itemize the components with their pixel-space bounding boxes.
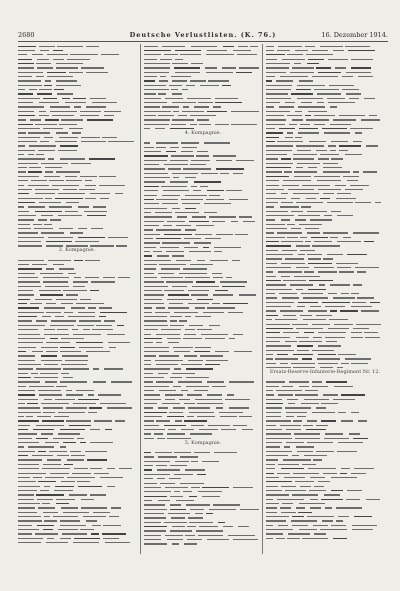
text-line — [144, 127, 262, 131]
publication-title: Deutsche Verlustlisten. (K. 76.) — [129, 31, 277, 39]
text-line — [144, 542, 262, 546]
header-rule — [18, 41, 388, 42]
text-line — [144, 436, 262, 440]
issue-date: 16. Dezember 1914. — [321, 31, 388, 39]
text-column-2 — [144, 44, 262, 546]
text-column-1 — [18, 44, 136, 545]
page-header — [18, 31, 388, 40]
column-divider — [140, 44, 141, 554]
column-divider — [262, 44, 263, 554]
section-heading: 5. Kompagnie. — [184, 439, 222, 446]
section-heading: Ersatz-Reserve-Infanterie-Regiment Nr. 12. — [269, 368, 381, 375]
text-column-3 — [266, 44, 384, 541]
text-line — [266, 365, 384, 369]
section-heading: 4. Kompagnie. — [184, 129, 222, 136]
text-line — [266, 536, 384, 540]
text-line — [18, 541, 136, 545]
section-heading: 2. Kompagnie. — [58, 247, 96, 254]
text-line — [18, 244, 136, 248]
page-number: 2680 — [18, 31, 35, 39]
